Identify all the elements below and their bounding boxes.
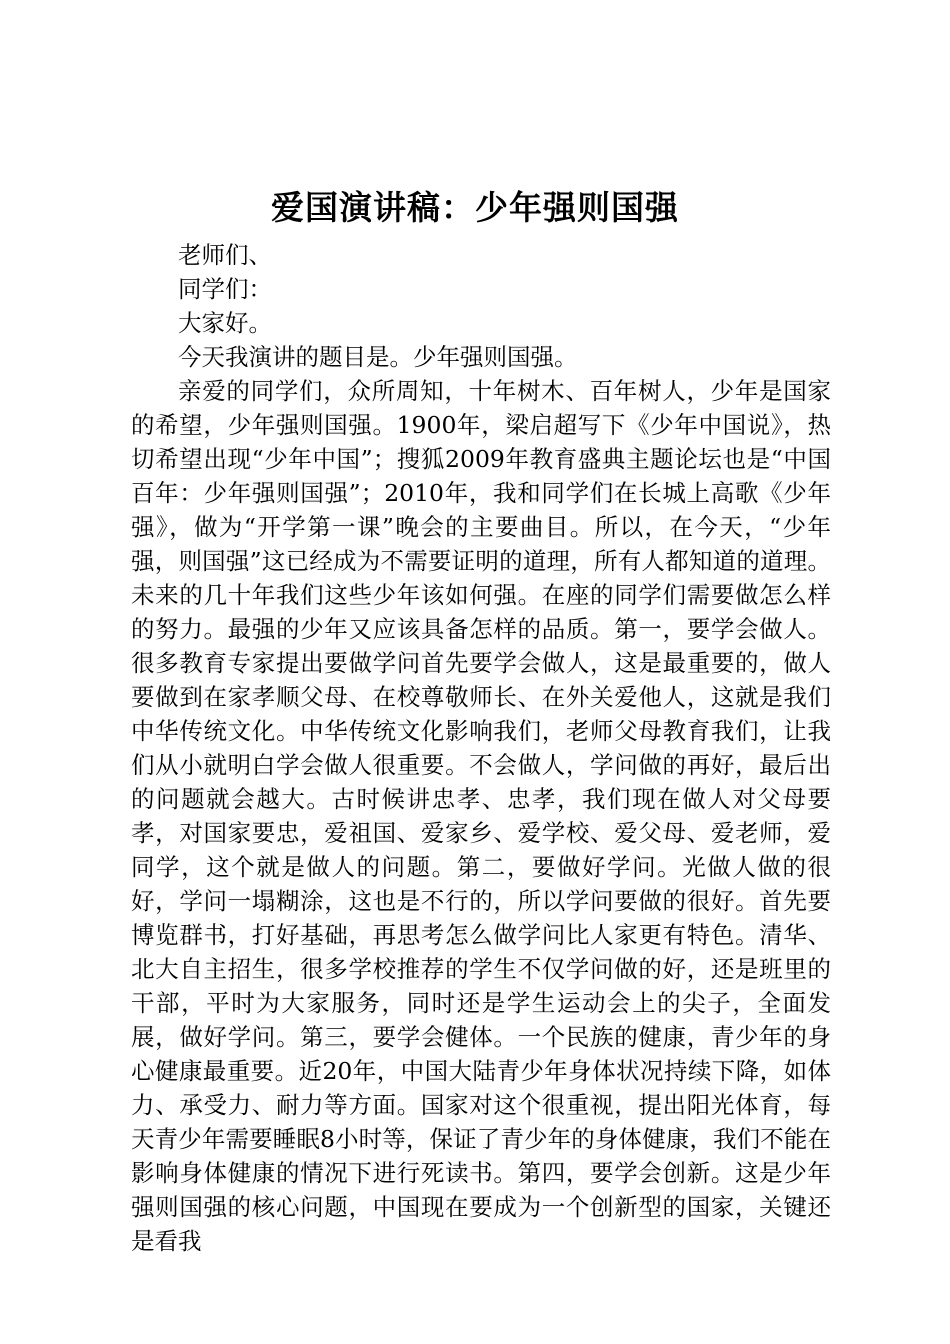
main-paragraph: 亲爱的同学们，众所周知，十年树木、百年树人，少年是国家的希望，少年强则国强。1900年，梁启超写下《少年中国说》，热切希望出现“少年中国”；搜狐2009年教育盛典主题论坛也是“中国百年：少年强则国强”；2010年，我和同学们在长城上高歌《少年强》，做为“开学第一课”晚会的主要曲目。所以，在今天，“少年强，则国强”这已经成为不需要证明的道理，所有人都知道的道理。未来的几十年我们这些少年该如何强。在座的同学们需要做怎么样的努力。最强的少年又应该具备怎样的品质。第一，要学会做人。很多教育专家提出要做学问首先要学会做人，这是最重要的，做人要做到在家孝顺父母、在校尊敬师长、在外关爱他人，这就是我们中华传统文化。中华传统文化影响我们，老师父母教育我们，让我们从小就明白学会做人很重要。不会做人，学问做的再好，最后出的问题就会越大。古时候讲忠孝、忠孝，我们现在做人对父母要孝，对国家要忠，爱祖国、爱家乡、爱学校、爱父母、爱老师，爱同学，这个就是做人的问题。第二，要做好学问。光做人做的很好，学问一塌糊涂，这也是不行的，所以学问要做的很好。首先要博览群书，打好基础，再思考怎么做学问比人家更有特色。清华、北大自主招生，很多学校推荐的学生不仅学问做的好，还是班里的干部，平时为大家服务，同时还是学生运动会上的尖子，全面发展，做好学问。第三，要学会健体。一个民族的健康，青少年的身心健康最重要。近20年，中国大陆青少年身体状况持续下降，如体力、承受力、耐力等方面。国家对这个很重视，提出阳光体育，每天青少年需要睡眠8小时等，保证了青少年的身体健康，我们不能在影响身体健康的情况下进行死读书。第四，要学会创新。这是少年强则国强的核心问题，中国现在要成为一个创新型的国家，关键还是看我 [131, 377, 831, 1255]
document-body [131, 238, 831, 1258]
greeting: 大家好。 [178, 309, 272, 337]
speech-topic: 今天我演讲的题目是。少年强则国强。 [178, 343, 578, 371]
salutation-teachers: 老师们、 [178, 241, 272, 269]
document-title: 爱国演讲稿：少年强则国强 [271, 188, 679, 227]
salutation-students: 同学们： [178, 275, 272, 303]
